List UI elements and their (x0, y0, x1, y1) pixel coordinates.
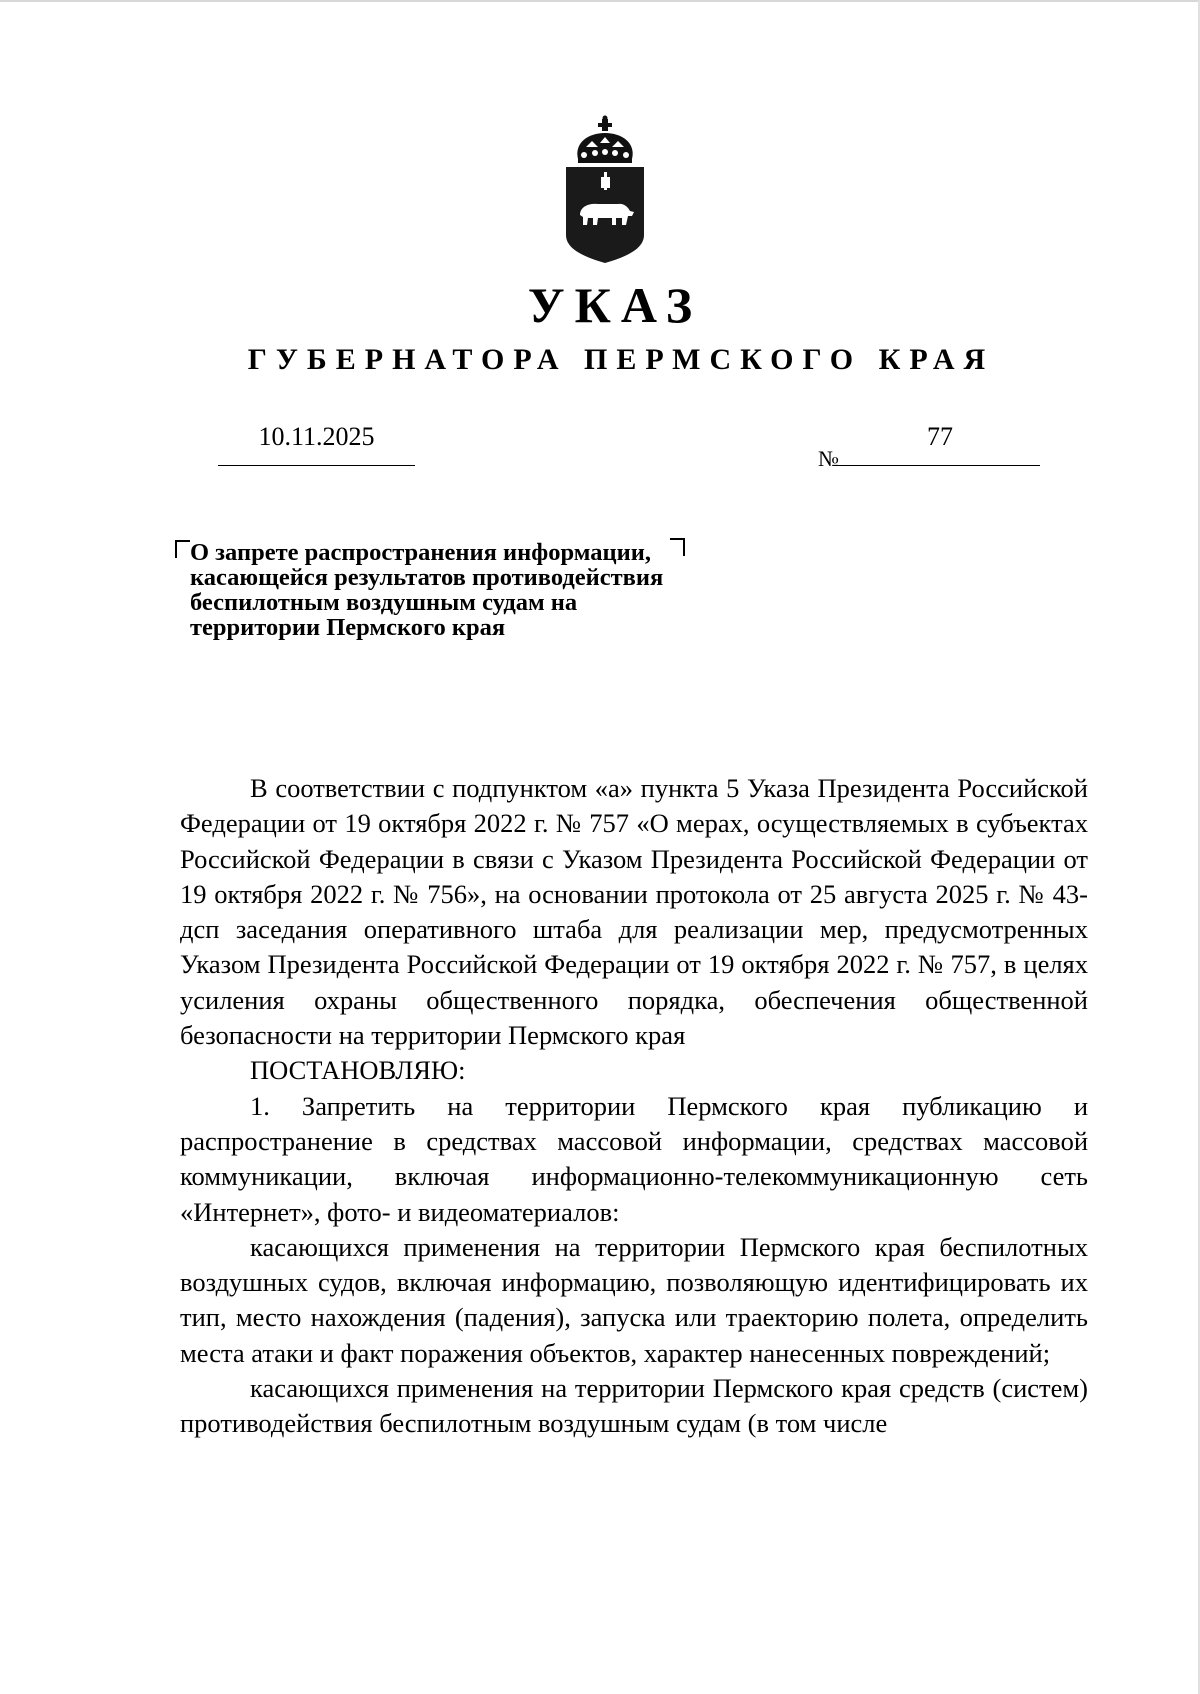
number-underline (838, 465, 1040, 466)
document-title: УКАЗ (527, 277, 703, 333)
decree-word: ПОСТАНОВЛЯЮ: (250, 1055, 466, 1086)
clause-item: касающихся применения на территории Пермского края средств (систем) противодействия беспилотным воздушным судам (в том числе (180, 1373, 1088, 1439)
clause-paragraph: 1. Запретить на территории Пермского края публикацию и распространение в средствах массовой информации, средствах массовой коммуникации, включая информационно-телекоммуникационную сеть «Интернет», фото- и видеоматериалов: (180, 1090, 1088, 1227)
document-subtitle: ГУБЕРНАТОРА ПЕРМСКОГО КРАЯ (247, 343, 995, 376)
number-sign: № (818, 446, 839, 471)
document-body (180, 771, 1088, 1442)
perm-krai-coat-of-arms-icon (560, 115, 650, 265)
document-date: 10.11.2025 (258, 422, 375, 451)
date-underline (218, 465, 415, 466)
preamble-paragraph: В соответствии с подпунктом «а» пункта 5 Указа Президента Российской Федерации от 19 октября 2022 г. № 757 «О мерах, осуществляемых в субъектах Российской Федерации в связи с Указом Президента Российской Федерации от 19 октября 2022 г. № 756», на основании протокола от 25 августа 2025 г. № 43-дсп заседания оперативного штаба для реализации мер, предусмотренных Указом Президента Российской Федерации от 19 октября 2022 г. № 757, в целях усиления охраны общественного порядка, обеспечения общественной безопасности на территории Пермского края (180, 773, 1088, 1051)
heading-corner-mark (175, 540, 190, 558)
scan-edge (0, 0, 1200, 2)
document-heading: О запрете распространения информации, касающейся результатов противодействия беспилотным воздушным судам на территории Пермского края (190, 539, 664, 641)
clause-item: касающихся применения на территории Пермского края беспилотных воздушных судов, включая информацию, позволяющую идентифицировать их тип, место нахождения (падения), запуска или траекторию полета, определить места атаки и факт поражения объектов, характер нанесенных повреждений; (180, 1231, 1088, 1368)
document-number: 77 (927, 422, 953, 451)
